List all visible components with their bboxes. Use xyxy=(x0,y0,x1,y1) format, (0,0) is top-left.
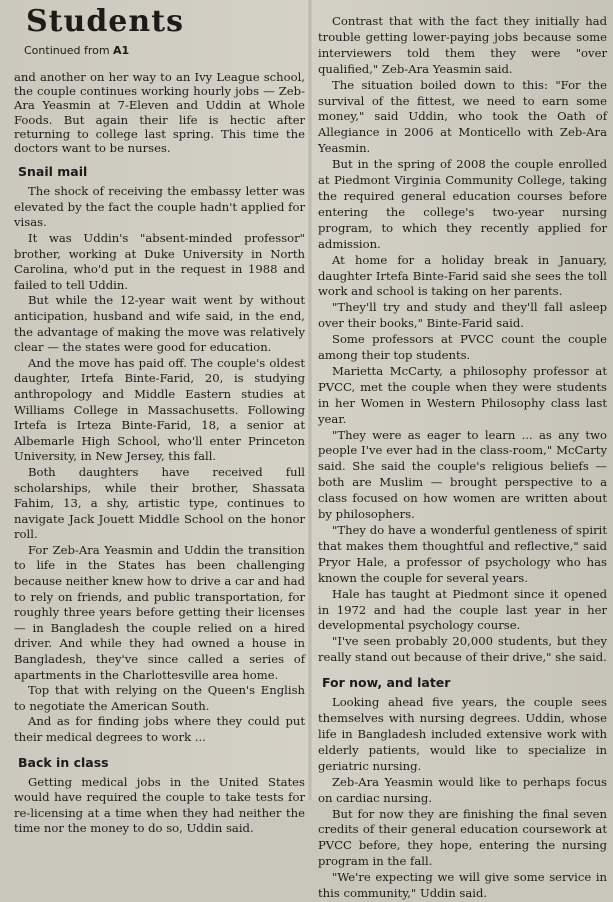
paragraph: But for now they are finishing the final seven credits of their general education coursework at PVCC before, they hope, entering the nursing program in the fall. xyxy=(318,806,607,869)
paragraph: Some professors at PVCC count the couple among their top students. xyxy=(318,332,607,363)
subhead-for-now-and-later: For now, and later xyxy=(322,675,451,691)
paragraph: Both daughters have received full scholarships, while their brother, Shassata Fahim, 13, a shy, artistic type, continues to navigate Jack Jouett Middle School on the honor roll. xyxy=(14,464,305,542)
paragraph: Zeb-Ara Yeasmin would like to perhaps focus on cardiac nursing. xyxy=(318,774,607,805)
paragraph: Contrast that with the fact they initially had trouble getting lower-paying jobs because some interviewers told them they were "over qualified," Zeb-Ara Yeasmin said. xyxy=(318,14,607,76)
paragraph: Hale has taught at Piedmont since it opened in 1972 and had the couple last year in her developmental psychology course. xyxy=(318,586,607,633)
paragraph: "They do have a wonderful gentleness of spirit that makes them thoughtful and reflective," said Pryor Hale, a professor of psychology who has known the couple for several years. xyxy=(318,523,607,585)
paragraph: "They were as eager to learn ... as any two people I've ever had in the class-room," McCarty said. She said the couple's religious beliefs — both are Muslim — brought perspective to a class focused on how women are written about by philosophers. xyxy=(318,427,607,522)
subhead-back-in-class: Back in class xyxy=(18,754,109,770)
right-column xyxy=(318,14,607,902)
continued-line xyxy=(24,44,305,57)
paragraph: But while the 12-year wait went by without anticipation, husband and wife said, in the end, the advantage of making the move was relatively clear — the states were good for education. xyxy=(14,293,305,355)
paragraph: "They'll try and study and they'll fall asleep over their books," Binte-Farid said. xyxy=(318,300,607,331)
paragraph: But in the spring of 2008 the couple enrolled at Piedmont Virginia Community College, taking the required general education courses before entering the college's two-year nursing program, to which they recently applied for admission. xyxy=(318,157,607,251)
continued-page: A1 xyxy=(113,44,130,57)
paragraph: Marietta McCarty, a philosophy professor at PVCC, met the couple when they were students in her Women in Western Philosophy class last year. xyxy=(318,363,607,426)
paragraph: The shock of receiving the embassy letter was elevated by the fact the couple hadn't applied for visas. xyxy=(14,184,305,230)
for-now-body xyxy=(318,695,607,902)
paragraph: Looking ahead five years, the couple sees themselves with nursing degrees. Uddin, whose life in Bangladesh included extensive work with elderly patients, would like to specialize in geriatric nursing. xyxy=(318,695,607,773)
paragraph: "We're expecting we will give some service in this community," Uddin said. xyxy=(318,870,607,901)
paragraph: Getting medical jobs in the United States would have required the couple to take tests for re-licensing at a time when they had neither the time nor the money to do so, Uddin said. xyxy=(14,774,305,836)
continued-prefix: Continued from xyxy=(24,44,110,57)
subhead-snail-mail: Snail mail xyxy=(18,164,88,180)
paragraph: And as for finding jobs where they could put their medical degrees to work ... xyxy=(14,714,305,744)
left-column xyxy=(14,0,305,837)
snail-mail-body xyxy=(14,184,305,745)
lead-block xyxy=(14,70,305,155)
paragraph: Top that with relying on the Queen's English to negotiate the American South. xyxy=(14,683,305,713)
paragraph: For Zeb-Ara Yeasmin and Uddin the transition to life in the States has been challenging because neither knew how to drive a car and had to rely on friends, and public transportation, for roughly three years before getting their licenses — in Bangladesh the couple relied on a hired driver. And while they had owned a house in Bangladesh, they've since called a series of apartments in the Charlottesville area home. xyxy=(14,542,305,682)
article-headline: Students xyxy=(26,4,184,39)
right-column-body xyxy=(318,14,607,666)
paragraph: "I've seen probably 20,000 students, but they really stand out because of their drive," she said. xyxy=(318,634,607,665)
lead-paragraph: and another on her way to an Ivy League school, the couple continues working hourly jobs — Zeb-Ara Yeasmin at 7-Eleven and Uddin at Whole Foods. But again their life is hectic after returning to college last spring. This time the doctors want to be nurses. xyxy=(14,70,305,156)
paragraph: It was Uddin's "absent-minded professor" brother, working at Duke University in North Carolina, who'd put in the request in 1988 and failed to tell Uddin. xyxy=(14,231,305,292)
paragraph: The situation boiled down to this: "For the survival of the fittest, we need to earn some money," said Uddin, who took the Oath of Allegiance in 2006 at Monticello with Zeb-Ara Yeasmin. xyxy=(318,77,607,156)
paragraph: At home for a holiday break in January, daughter Irtefa Binte-Farid said she sees the toll work and school is taking on her parents. xyxy=(318,252,607,299)
paragraph: And the move has paid off. The couple's oldest daughter, Irtefa Binte-Farid, 20, is studying anthropology and Middle Eastern studies at Williams College in Massachusetts. Following Irtefa is Irteza Binte-Farid, 18, a senior at Albemarle High School, who'll enter Princeton University, in New Jersey, this fall. xyxy=(14,355,305,464)
back-in-class-body xyxy=(14,775,305,837)
page-fold-shadow xyxy=(308,0,312,800)
